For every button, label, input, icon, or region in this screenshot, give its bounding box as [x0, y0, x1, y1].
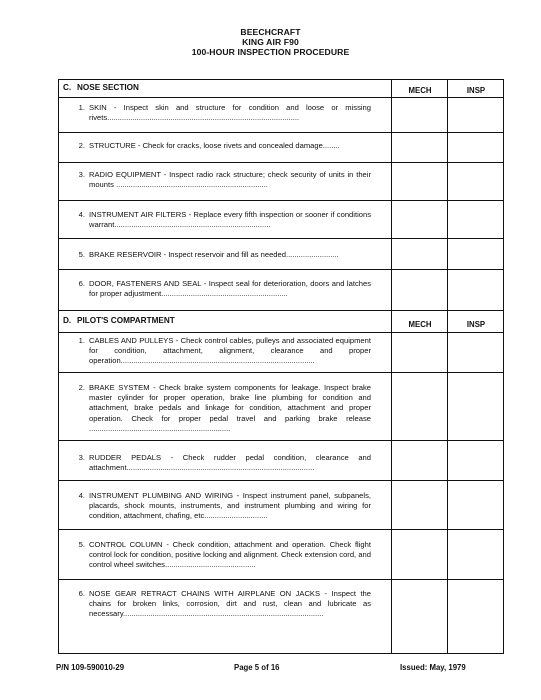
section-c-title — [63, 83, 139, 93]
insp-column-divider — [447, 80, 448, 653]
row-divider — [59, 132, 503, 133]
list-item: 4. INSTRUMENT AIR FILTERS - Replace every fifth inspection or sooner if conditions warrant.......................................................................... — [78, 210, 371, 230]
row-divider — [59, 238, 503, 239]
list-item: 5. BRAKE RESERVOIR - Inspect reservoir and fill as needed......................... — [78, 250, 339, 259]
footer-issue-date: Issued: May, 1979 — [400, 663, 466, 672]
row-divider — [59, 529, 503, 530]
row-divider — [59, 310, 503, 311]
row-divider — [59, 269, 503, 270]
header-manufacturer: BEECHCRAFT — [240, 27, 301, 37]
document-header — [0, 27, 541, 57]
section-d-mech-header: MECH — [408, 320, 432, 329]
section-c-insp-header: INSP — [466, 86, 486, 95]
section-c-letter: C. — [63, 83, 72, 92]
list-item: 6. DOOR, FASTENERS AND SEAL - Inspect seal for deterioration, doors and latches for proper adjustment............................................................ — [78, 279, 371, 299]
list-item: 4. INSTRUMENT PLUMBING AND WIRING - Inspect instrument panel, subpanels, placards, shock mounts, instruments, and instrument plumbing and wiring for condition, attachment, chafing, etc.............................. — [78, 491, 371, 521]
inspection-table — [58, 79, 504, 654]
section-d-name: PILOT'S COMPARTMENT — [77, 316, 175, 325]
row-divider — [59, 440, 503, 441]
mech-column-divider — [391, 80, 392, 653]
section-c-name: NOSE SECTION — [77, 83, 139, 92]
section-c-mech-header: MECH — [408, 86, 432, 95]
list-item: 1. CABLES AND PULLEYS - Check control cables, pulleys and associated equipment for condition, attachment, alignment, clearance and proper operation............................................................................................ — [78, 336, 371, 366]
list-item: 3. RUDDER PEDALS - Check rudder pedal condition, clearance and attachment......................................................................................... — [78, 453, 371, 473]
row-divider — [59, 480, 503, 481]
section-d-title — [63, 316, 175, 326]
row-divider — [59, 332, 503, 333]
header-procedure-title: 100-HOUR INSPECTION PROCEDURE — [191, 47, 350, 57]
list-item: 3. RADIO EQUIPMENT - Inspect radio rack structure; check security of units in their mounts ........................................................................ — [78, 170, 371, 190]
row-divider — [59, 162, 503, 163]
list-item: 1. SKIN - Inspect skin and structure for condition and loose or missing rivets........................................................................................... — [78, 103, 371, 123]
header-model: KING AIR F90 — [242, 37, 299, 47]
footer-page-number: Page 5 of 16 — [234, 663, 280, 672]
list-item: 2. STRUCTURE - Check for cracks, loose rivets and concealed damage........ — [78, 141, 340, 150]
footer-part-number: P/N 109-590010-29 — [56, 663, 125, 672]
row-divider — [59, 579, 503, 580]
row-divider — [59, 97, 503, 98]
list-item: 5. CONTROL COLUMN - Check condition, attachment and operation. Check flight control lock for condition, positive locking and alignment. Check extension cord, and control wheel switches........................................... — [78, 540, 371, 570]
row-divider — [59, 372, 503, 373]
list-item: 2. BRAKE SYSTEM - Check brake system components for leakage. Inspect brake master cylinder for proper operation, brake line plumbing for condition and attachment, brake pedals and linkage for condition, attachment and proper operation. Check for proper pedal travel and parking brake release ................................................................... — [78, 383, 371, 433]
list-item: 6. NOSE GEAR RETRACT CHAINS WITH AIRPLANE ON JACKS - Inspect the chains for broken links, corrosion, dirt and rust, clean and lubricate as necessary............................................................................................... — [78, 589, 371, 619]
section-d-letter: D. — [63, 316, 72, 325]
row-divider — [59, 200, 503, 201]
section-d-insp-header: INSP — [466, 320, 486, 329]
